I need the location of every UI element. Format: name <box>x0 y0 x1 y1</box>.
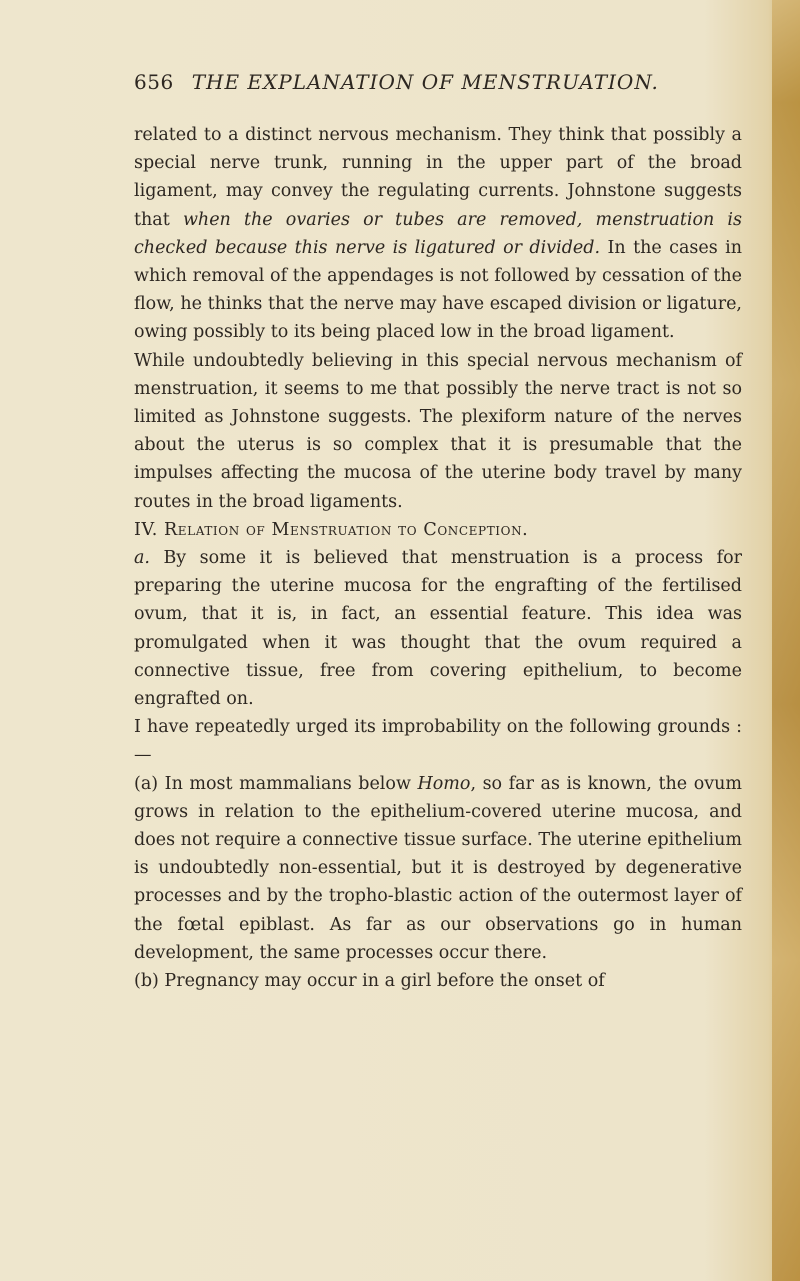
running-title: THE EXPLANATION OF MENSTRUATION. <box>191 70 659 94</box>
paragraph-5-text-a: In most mammalians below <box>158 773 418 794</box>
paragraph-5-italic: Homo <box>417 773 471 794</box>
paragraph-1-italic: when the ovaries or tubes are removed, menstruation is checked because this nerve is ligatured or divided. <box>134 209 742 258</box>
paragraph-4: I have repeatedly urged its improbability on the following grounds :— <box>134 717 742 766</box>
paragraph-3 <box>134 544 742 713</box>
paragraph-5-label: (a) <box>134 773 159 794</box>
page-edge-stain <box>772 0 800 1281</box>
body-text <box>134 121 742 995</box>
paragraph-2: While undoubtedly believing in this special nervous mechanism of menstruation, it seems to me that possibly the nerve tract is not so limited as Johnstone suggests. The plexiform nature of the nerves about the uterus is so complex that it is presumable that the impulses affecting the mucosa of the uterine body travel by many routes in the broad ligaments. <box>134 350 742 512</box>
paragraph-1-text-b: In the cases in which removal of the appendages is not followed by cessation of the flow, he thinks that the nerve may have escaped division or ligature, owing possibly to its being placed low in the broad ligament. <box>134 237 742 343</box>
paragraph-5-text-b: , so far as is known, the ovum grows in relation to the epithelium-covered uterine mucosa, and does not require a connective tissue surface. The uterine epithelium is undoubtedly non-essential, but it is destroyed by degenerative processes and by the tropho-blastic action of the outermost layer of the fœtal epiblast. As far as our observations go in human development, the same processes occur there. <box>134 773 742 963</box>
section-heading: IV. Relation of Menstruation to Conception. <box>134 519 529 540</box>
page-header <box>134 70 754 94</box>
page-number: 656 <box>134 70 174 94</box>
paragraph-5 <box>134 770 742 967</box>
paragraph-3-text: By some it is believed that menstruation is a process for preparing the uterine mucosa for the engrafting of the fertilised ovum, that it is, in fact, an essential feature. This idea was promulgated when it was thought that the ovum required a connective tissue, free from covering epithelium, to become engrafted on. <box>134 548 742 710</box>
paragraph-6-label: (b) <box>134 971 159 992</box>
paragraph-6-text: Pregnancy may occur in a girl before the onset of <box>158 971 605 992</box>
paragraph-6 <box>134 967 742 995</box>
paragraph-1-text-a: related to a distinct nervous mechanism. They think that possibly a special nerve trunk, running in the upper part of the broad ligament, may convey the regulating currents. Johnstone suggests that <box>134 125 742 230</box>
paragraph-1 <box>134 121 742 347</box>
paragraph-3-label: a. <box>134 548 150 569</box>
